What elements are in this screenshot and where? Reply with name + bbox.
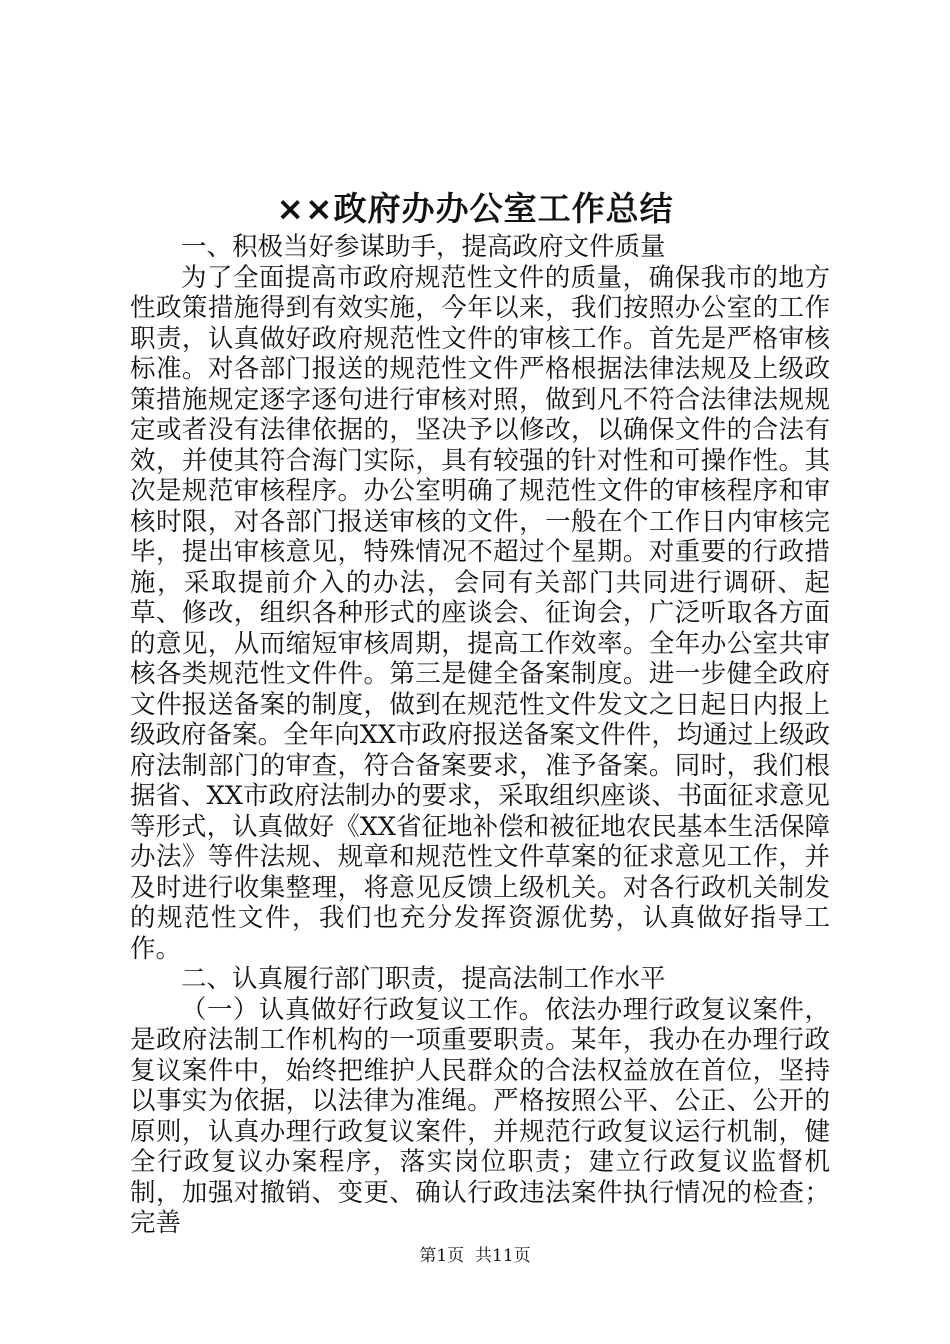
- section-heading-1: 一、积极当好参谋助手，提高政府文件质量: [181, 232, 666, 262]
- body-paragraph-2: （一）认真做好行政复议工作。依法办理行政复议案件，是政府法制工作机构的一项重要职责。某年，我办在办理行政复议案件中，始终把维护人民群众的合法权益放在首位，坚持以事实为依据，以法律为准绳。严格按照公平、公正、公开的原则，认真办理行政复议案件，并规范行政复议运行机制，健全行政复议办案程序，落实岗位职责；建立行政复议监督机制，加强对撤销、变更、确认行政违法案件执行情况的检查；完善: [130, 994, 830, 1238]
- page-number: 第1页: [419, 1246, 465, 1266]
- page-title: ××政府办办公室工作总结: [276, 189, 674, 228]
- total-pages: 共11页: [475, 1246, 531, 1266]
- page-footer: [0, 1244, 950, 1268]
- document-body: [130, 232, 830, 1239]
- body-paragraph-1: 为了全面提高市政府规范性文件的质量，确保我市的地方性政策措施得到有效实施，今年以来，我们按照办公室的工作职责，认真做好政府规范性文件的审核工作。首先是严格审核标准。对各部门报送的规范性文件严格根据法律法规及上级政策措施规定逐字逐句进行审核对照，做到凡不符合法律法规规定或者没有法律依据的，坚决予以修改，以确保文件的合法有效，并使其符合海门实际，具有较强的针对性和可操作性。其次是规范审核程序。办公室明确了规范性文件的审核程序和审核时限，对各部门报送审核的文件，一般在个工作日内审核完毕，提出审核意见，特殊情况不超过个星期。对重要的行政措施，采取提前介入的办法，会同有关部门共同进行调研、起草、修改，组织各种形式的座谈会、征询会，广泛听取各方面的意见，从而缩短审核周期，提高工作效率。全年办公室共审核各类规范性文件件。第三是健全备案制度。进一步健全政府文件报送备案的制度，做到在规范性文件发文之日起日内报上级政府备案。全年向XX市政府报送备案文件件，均通过上级政府法制部门的审查，符合备案要求，准予备案。同时，我们根据省、XX市政府法制办的要求，采取组织座谈、书面征求意见等形式，认真做好《XX省征地补偿和被征地农民基本生活保障办法》等件法规、规章和规范性文件草案的征求意见工作，并及时进行收集整理，将意见反馈上级机关。对各行政机关制发的规范性文件，我们也充分发挥资源优势，认真做好指导工作。: [130, 262, 830, 964]
- section-heading-2: 二、认真履行部门职责，提高法制工作水平: [181, 964, 666, 994]
- footer-spacer: [464, 1246, 475, 1266]
